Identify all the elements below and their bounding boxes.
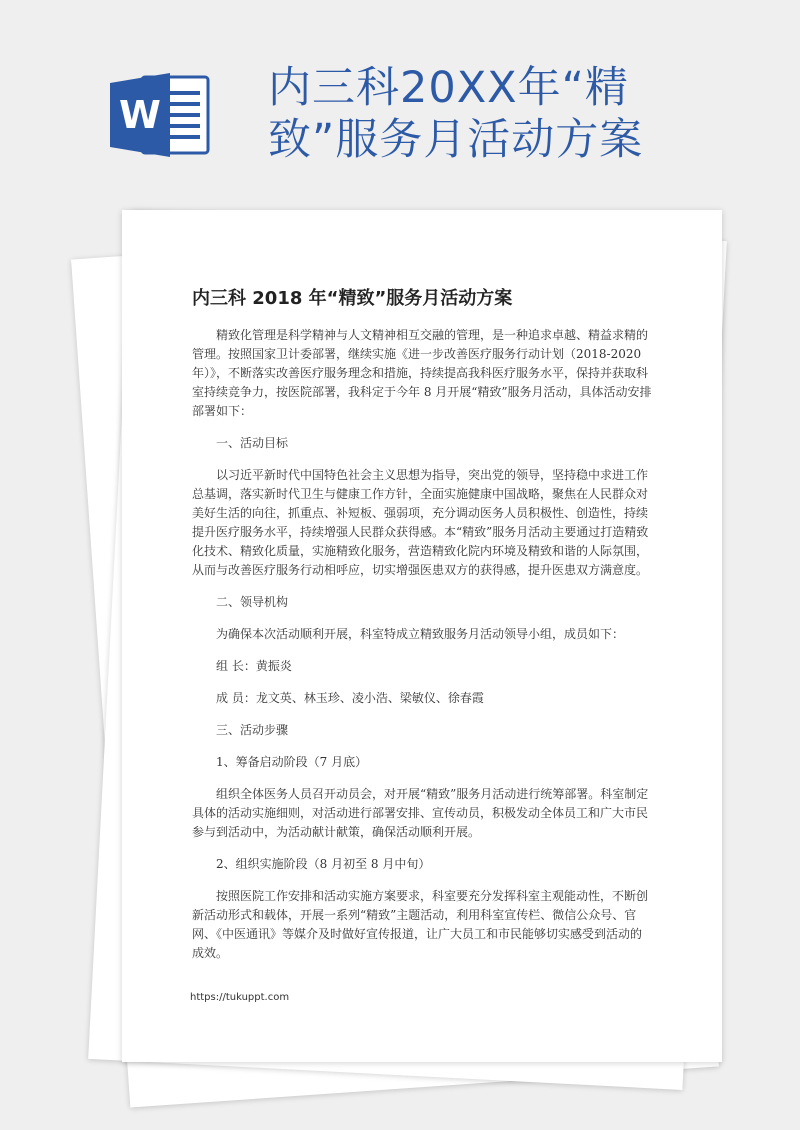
- document-title: 内三科 2018 年“精致”服务月活动方案: [192, 288, 513, 309]
- paragraph: 为确保本次活动顺利开展，科室特成立精致服务月活动领导小组，成员如下：: [216, 627, 625, 641]
- members-line: 成 员：龙文英、林玉珍、凌小浩、梁敏仪、徐春霞: [216, 691, 484, 705]
- section-heading: 二、领导机构: [216, 595, 289, 609]
- paragraph: 按照医院工作安排和活动实施方案要求，科室要充分发挥科室主观能动性，不断创新活动形式和载体，开展一系列“精致”主题活动，利用科室宣传栏、微信公众号、官网、《中医通讯》等媒介及时做好宣传报道，让广大员工和市民能够切实感受到活动的成效。: [192, 889, 649, 960]
- document-body: [192, 326, 652, 976]
- footer-link[interactable]: https://tukuppt.com: [190, 992, 290, 1003]
- section-heading: 三、活动步骤: [216, 723, 289, 737]
- step-heading: 1、筹备启动阶段（7 月底）: [216, 755, 368, 769]
- paragraph: 组织全体医务人员召开动员会，对开展“精致”服务月活动进行统筹部署。科室制定具体的活动实施细则，对活动进行部署安排、宣传动员，积极发动全体员工和广大市民参与到活动中，为活动献计献策，确保活动顺利开展。: [192, 787, 649, 839]
- paragraph: 以习近平新时代中国特色社会主义思想为指导，突出党的领导，坚持稳中求进工作总基调，落实新时代卫生与健康工作方针，全面实施健康中国战略，聚焦在人民群众对美好生活的向往，抓重点、补短板、强弱项，充分调动医务人员积极性、创造性，持续提升医疗服务水平，持续增强人民群众获得感。本“精致”服务月活动主要通过打造精致化技术、精致化质量，实施精致化服务，营造精致化院内环境及精致和谐的人际氛围，从而与改善医疗服务行动相呼应，切实增强医患双方的获得感，提升医患双方满意度。: [192, 468, 649, 577]
- intro-paragraph: 精致化管理是科学精神与人文精神相互交融的管理，是一种追求卓越、精益求精的管理。按照国家卫计委部署，继续实施《进一步改善医疗服务行动计划（2018-2020 年）》，不断落实改善医疗服务理念和措施，持续提高我科医疗服务水平，保持并获取科室持续竞争力，按医院部署，我科定于今年 8 月开展“精致”服务月活动，具体活动安排部署如下：: [192, 328, 652, 418]
- leader-line: 组 长：黄振炎: [216, 659, 292, 673]
- step-heading: 2、组织实施阶段（8 月初至 8 月中旬）: [216, 857, 431, 871]
- word-doc-icon: [110, 73, 210, 157]
- section-heading: 一、活动目标: [216, 436, 289, 450]
- banner-title: 内三科20XX年“精致”服务月活动方案: [268, 63, 644, 165]
- svg-text:W: W: [119, 93, 161, 137]
